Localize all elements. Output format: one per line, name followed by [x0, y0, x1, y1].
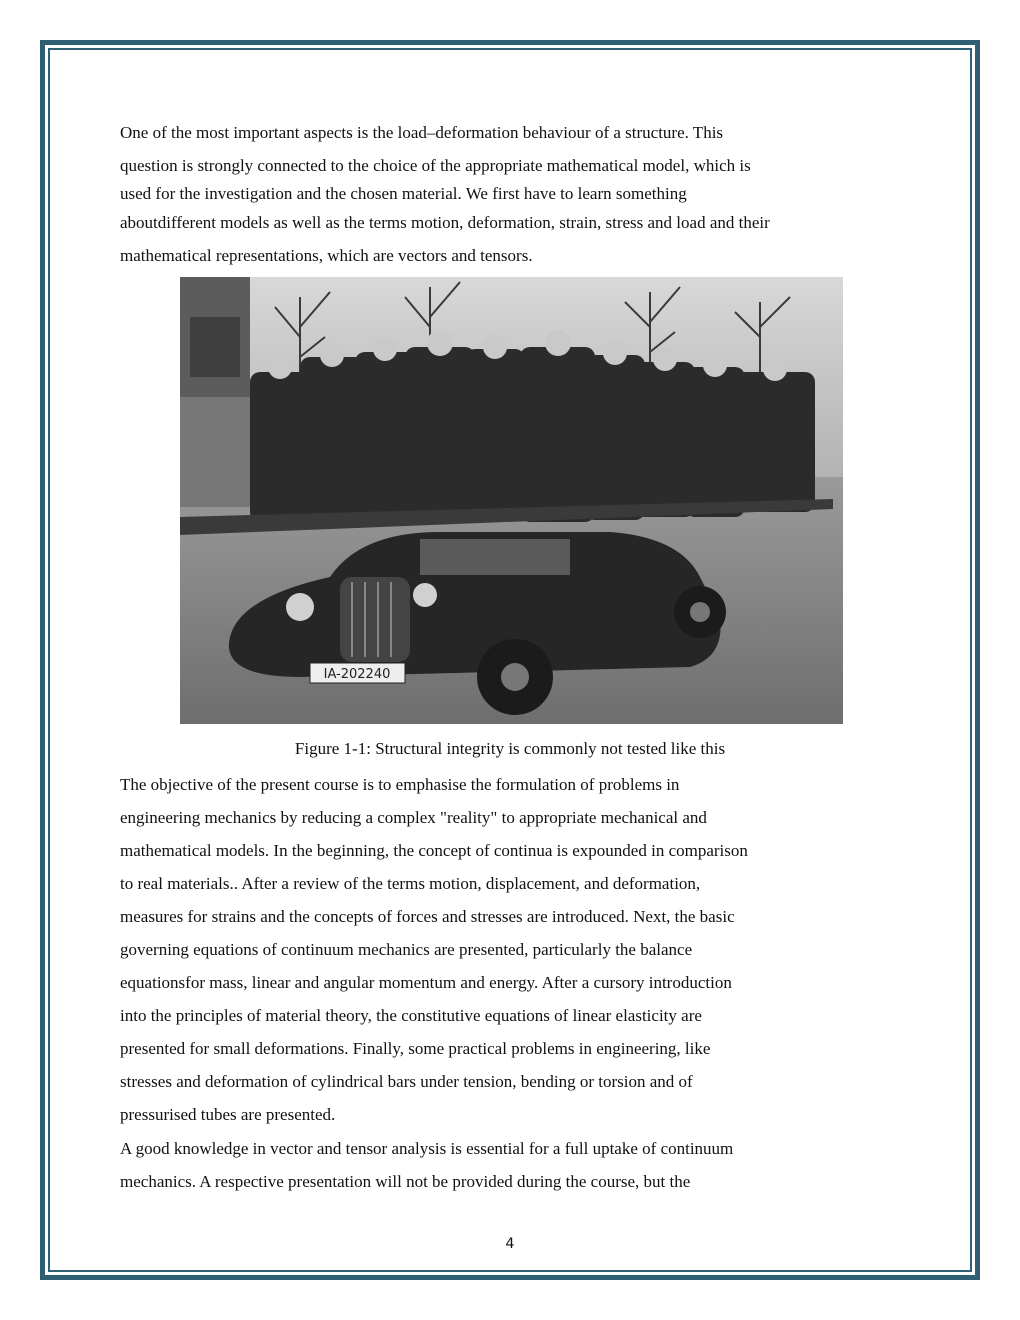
- intro-line: mathematical representations, which are vectors and tensors.: [120, 246, 533, 265]
- crowd: [250, 347, 815, 522]
- page-number: 4: [505, 1236, 515, 1252]
- intro-line: used for the investigation and the chosen material. We first have to learn something: [120, 184, 687, 203]
- body-line: The objective of the present course is to emphasise the formulation of problems in: [120, 775, 680, 794]
- body-line: to real materials.. After a review of the terms motion, displacement, and deformation,: [120, 874, 701, 893]
- body-paragraph: [120, 768, 910, 1131]
- intro-paragraph: [120, 116, 910, 272]
- body-line: into the principles of material theory, the constitutive equations of linear elasticity are: [120, 1006, 702, 1025]
- intro-line: aboutdifferent models as well as the terms motion, deformation, strain, stress and load and their: [120, 213, 770, 232]
- figure-photo: [180, 277, 843, 724]
- body-line: mathematical models. In the beginning, the concept of continua is expounded in comparison: [120, 841, 748, 860]
- figure-caption: Figure 1-1: Structural integrity is commonly not tested like this: [294, 739, 726, 758]
- intro-line: One of the most important aspects is the load–deformation behaviour of a structure. This: [120, 123, 724, 142]
- body-line: governing equations of continuum mechanics are presented, particularly the balance: [120, 940, 693, 959]
- body-line: equationsfor mass, linear and angular momentum and energy. After a cursory introduction: [120, 973, 732, 992]
- body-line: stresses and deformation of cylindrical bars under tension, bending or torsion and of: [120, 1072, 693, 1091]
- closing-line: mechanics. A respective presentation will not be provided during the course, but the: [120, 1172, 691, 1191]
- body-line: engineering mechanics by reducing a complex "reality" to appropriate mechanical and: [120, 808, 707, 827]
- closing-paragraph: [120, 1132, 910, 1198]
- closing-line: A good knowledge in vector and tensor analysis is essential for a full uptake of continuum: [120, 1139, 734, 1158]
- license-plate-text: IA-202240: [323, 667, 391, 682]
- intro-line: question is strongly connected to the choice of the appropriate mathematical model, which is: [120, 156, 751, 175]
- body-line: presented for small deformations. Finally, some practical problems in engineering, like: [120, 1039, 711, 1058]
- body-line: measures for strains and the concepts of forces and stresses are introduced. Next, the basic: [120, 907, 735, 926]
- photo-illustration: [180, 277, 843, 724]
- body-line: pressurised tubes are presented.: [120, 1105, 336, 1124]
